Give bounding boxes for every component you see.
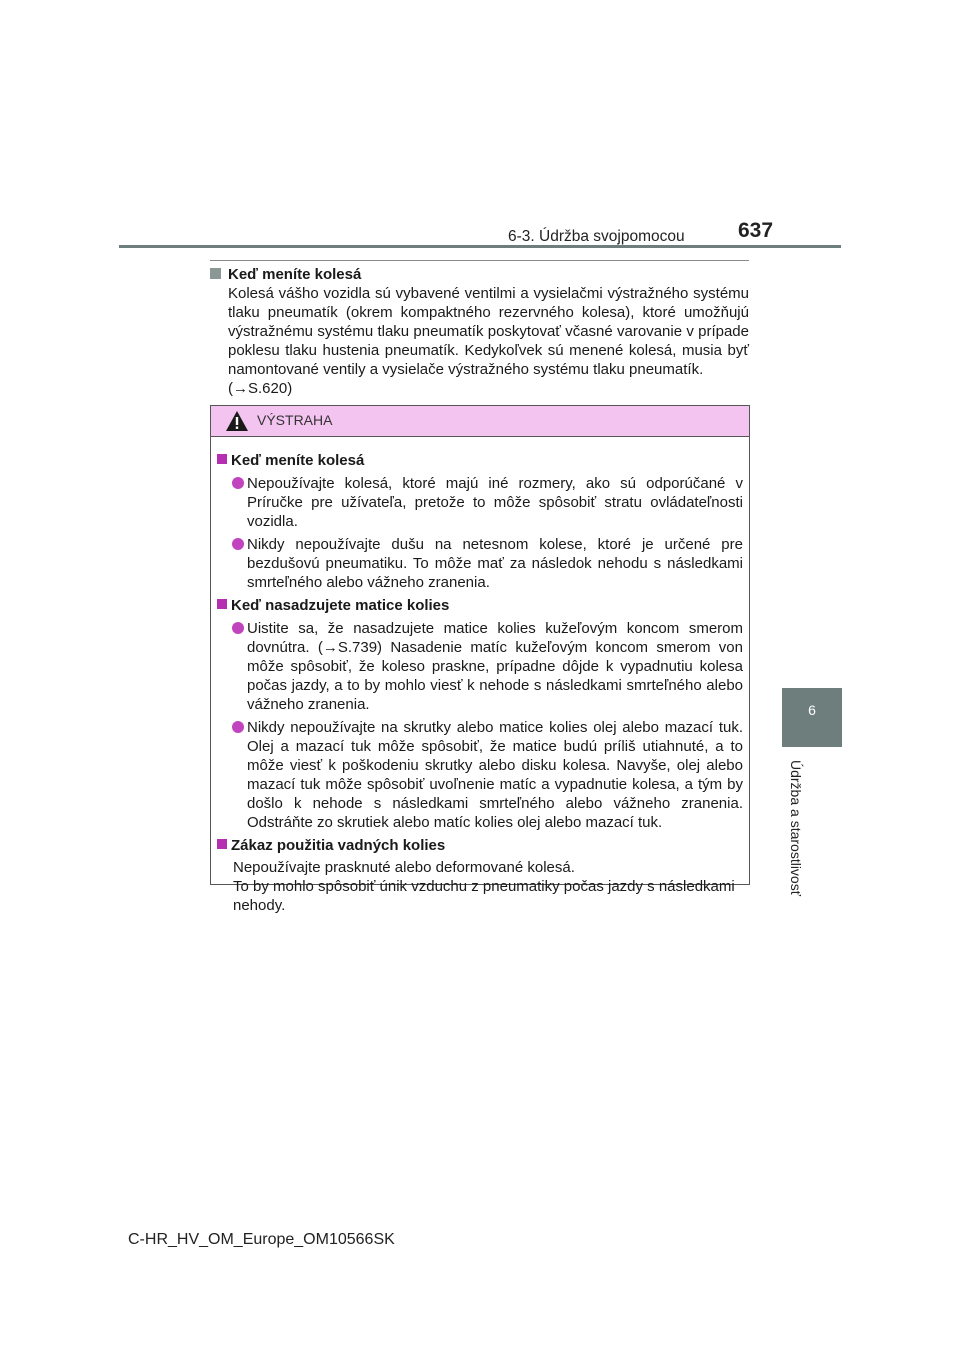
square-bullet-icon xyxy=(217,839,227,849)
section-heading-text: Keď meníte kolesá xyxy=(228,266,362,283)
warning-title: VÝSTRAHA xyxy=(257,412,333,428)
warning-item xyxy=(217,718,743,832)
section-body xyxy=(210,284,749,398)
chapter-side-title-text: Údržba a starostlivosť xyxy=(788,760,804,896)
warning-section-heading xyxy=(217,836,743,855)
header-section-title: 6-3. Údržba svojpomocou xyxy=(508,228,685,245)
warning-triangle-icon xyxy=(225,410,249,432)
square-bullet-icon xyxy=(217,599,227,609)
warning-body xyxy=(211,437,749,915)
warning-item-text: Nikdy nepoužívajte dušu na netesnom kolese, ktoré je určené pre bezdušovú pneumatiku. To môže mať za následok nehodu s následkami smrteľného alebo vážneho zranenia. xyxy=(247,536,743,591)
warning-item xyxy=(217,474,743,531)
section-reference: (→S.620) xyxy=(228,380,293,397)
warning-line: To by mohlo spôsobiť únik vzduchu z pneumatiky počas jazdy s následkami nehody. xyxy=(233,878,735,914)
warning-line: Nepoužívajte prasknuté alebo deformované kolesá. xyxy=(233,859,575,876)
warning-item xyxy=(217,535,743,592)
chapter-tab-number: 6 xyxy=(808,702,816,718)
round-bullet-icon xyxy=(232,622,244,634)
warning-item-text: Nepoužívajte kolesá, ktoré majú iné rozmery, ako sú odporúčané v Príručke pre užívateľa, pretože to môže spôsobiť stratu ovládateľnosti vozidla. xyxy=(247,475,743,530)
footer-doc-id: C-HR_HV_OM_Europe_OM10566SK xyxy=(128,1231,395,1248)
section-heading xyxy=(210,265,749,284)
section-body-text: Kolesá vášho vozidla sú vybavené ventilmi a vysielačmi výstražného systému tlaku pneumatík (okrem kompaktného rezervného kolesa), ktoré umožňujú výstražnému systému tlaku pneumatík poskytovať včasné varovanie v prípade poklesu tlaku hustenia pneumatík. Kedykoľvek sú menené kolesá, musia byť namontované ventily a vysielače výstražného systému tlaku pneumatík. xyxy=(228,285,749,378)
warning-section-heading xyxy=(217,596,743,615)
warning-section-heading-text: Keď meníte kolesá xyxy=(231,452,365,469)
square-bullet-icon xyxy=(210,268,221,279)
warning-item xyxy=(217,619,743,714)
warning-item-text: Nikdy nepoužívajte na skrutky alebo matice kolies olej alebo mazací tuk. Olej a mazací tuk môže spôsobiť, že matice budú príliš utiahnuté, a to môže viesť k poškodeniu skrutky alebo disku kolesa. Navyše, olej alebo mazací tuk môže spôsobiť uvoľnenie matíc a vypadnutie kolesa, a tým by došlo k nehode s následkami smrteľného alebo vážneho zranenia. Odstráňte zo skrutiek alebo matíc kolies olej alebo mazací tuk. xyxy=(247,719,743,831)
warning-section-heading-text: Zákaz použitia vadných kolies xyxy=(231,837,446,854)
square-bullet-icon xyxy=(217,454,227,464)
warning-section-heading-text: Keď nasadzujete matice kolies xyxy=(231,597,450,614)
chapter-side-title xyxy=(786,760,806,980)
round-bullet-icon xyxy=(232,538,244,550)
section-rule xyxy=(210,260,749,261)
round-bullet-icon xyxy=(232,477,244,489)
page-number: 637 xyxy=(738,219,774,242)
main-section xyxy=(210,265,749,398)
warning-item-text: Uistite sa, že nasadzujete matice kolies kužeľovým koncom smerom dovnútra. (→S.739) Nasadenie matíc kužeľovým koncom smerom von môže spôsobiť, že koleso praskne, prípadne dôjde k vypadnutiu kolesa počas jazdy, a to by mohlo viesť k nehode s následkami smrteľného alebo vážneho zranenia. xyxy=(247,620,743,713)
warning-header xyxy=(211,406,749,437)
warning-plain-text xyxy=(217,858,743,915)
header-rule xyxy=(119,245,841,248)
warning-section-heading xyxy=(217,451,743,470)
warning-box xyxy=(210,405,750,914)
round-bullet-icon xyxy=(232,721,244,733)
